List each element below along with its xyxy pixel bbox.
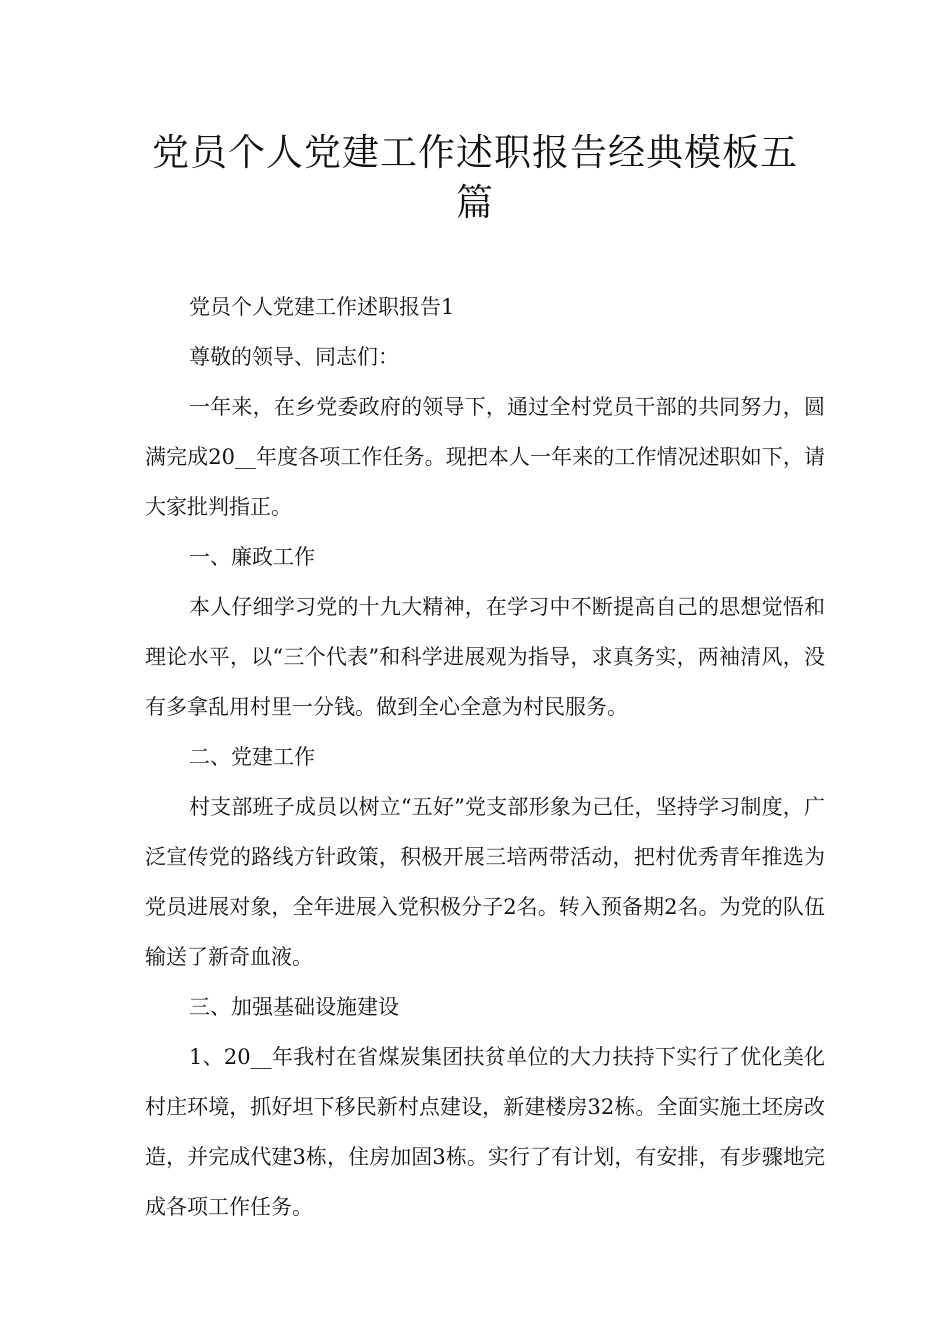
section-heading-integrity: 一、廉政工作 — [189, 545, 315, 569]
document-body — [145, 282, 825, 1232]
section-heading-party-building: 二、党建工作 — [189, 745, 315, 769]
section-heading-infrastructure: 三、加强基础设施建设 — [189, 995, 399, 1019]
document-title: 党员个人党建工作述职报告经典模板五篇 — [152, 131, 798, 224]
salutation: 尊敬的领导、同志们： — [189, 345, 399, 369]
intro-paragraph: 一年来，在乡党委政府的领导下，通过全村党员干部的共同努力，圆满完成20__年度各项工作任务。现把本人一年来的工作情况述职如下，请大家批判指正。 — [145, 395, 825, 519]
party-building-paragraph: 村支部班子成员以树立“五好”党支部形象为己任，坚持学习制度，广泛宣传党的路线方针政策，积极开展三培两带活动，把村优秀青年推选为党员进展对象，全年进展入党积极分子2名。转入预备期2名。为党的队伍输送了新奇血液。 — [145, 795, 825, 969]
infrastructure-paragraph: 1、20__年我村在省煤炭集团扶贫单位的大力扶持下实行了优化美化村庄环境，抓好坦下移民新村点建设，新建楼房32栋。全面实施土坯房改造，并完成代建3栋，住房加固3栋。实行了有计划，有安排，有步骤地完成各项工作任务。 — [145, 1045, 825, 1219]
report-heading: 党员个人党建工作述职报告1 — [189, 295, 455, 319]
integrity-paragraph: 本人仔细学习党的十九大精神，在学习中不断提高自己的思想觉悟和理论水平，以“三个代表”和科学进展观为指导，求真务实，两袖清风，没有多拿乱用村里一分钱。做到全心全意为村民服务。 — [145, 595, 825, 719]
